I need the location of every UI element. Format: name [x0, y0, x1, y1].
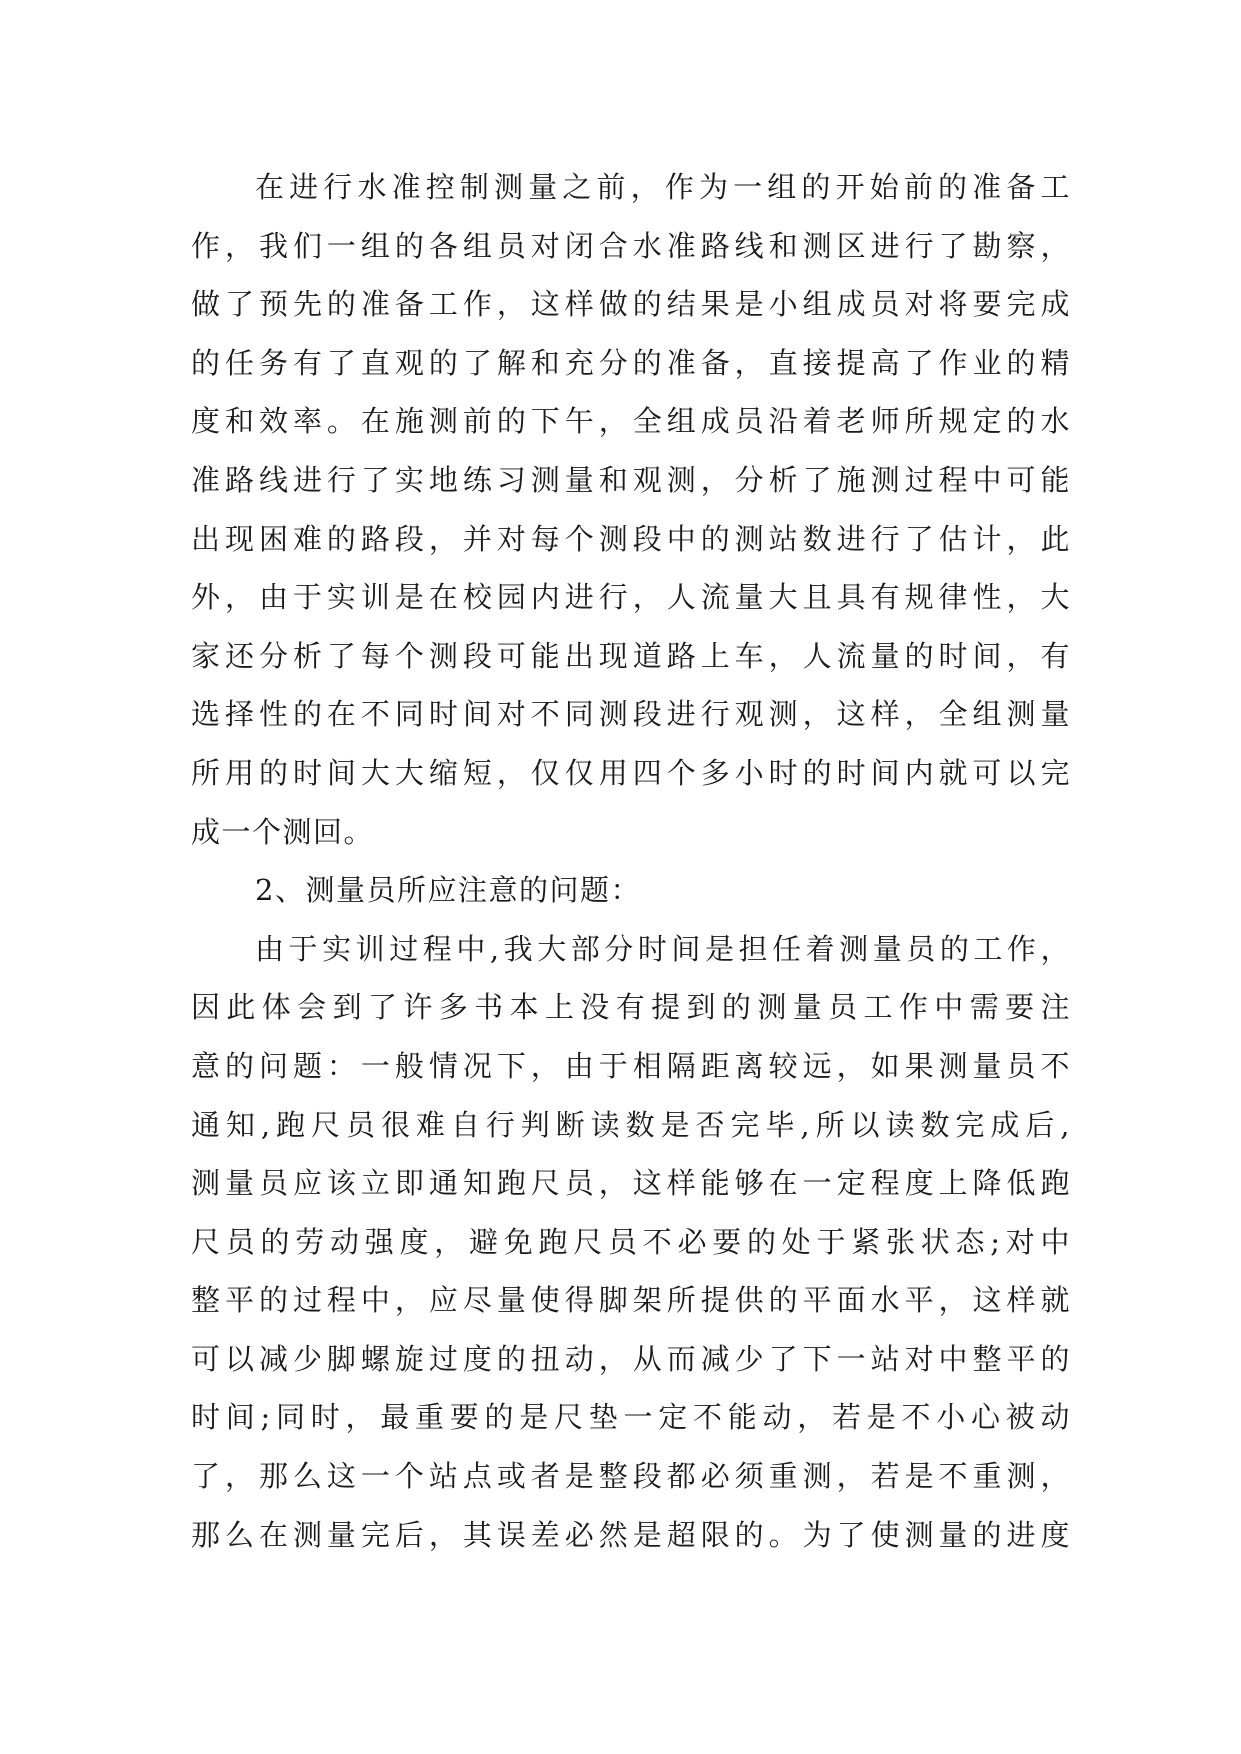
text-line: 意的问题：一般情况下，由于相隔距离较远，如果测量员不	[191, 1048, 1071, 1083]
text-line: 出现困难的路段，并对每个测段中的测站数进行了估计，此	[191, 521, 1071, 556]
text-line: 度和效率。在施测前的下午，全组成员沿着老师所规定的水	[191, 404, 1071, 439]
text-line: 通知,跑尺员很难自行判断读数是否完毕,所以读数完成后,	[191, 1107, 1071, 1142]
section-heading: 2、测量员所应注意的问题：	[255, 873, 641, 908]
document-body	[191, 158, 1071, 1564]
text-line: 时间;同时，最重要的是尺垫一定不能动，若是不小心被动	[191, 1400, 1071, 1435]
text-line: 因此体会到了许多书本上没有提到的测量员工作中需要注	[191, 990, 1071, 1025]
text-line: 那么在测量完后，其误差必然是超限的。为了使测量的进度	[191, 1517, 1071, 1552]
text-line: 的任务有了直观的了解和充分的准备，直接提高了作业的精	[191, 345, 1071, 380]
text-line: 做了预先的准备工作，这样做的结果是小组成员对将要完成	[191, 287, 1071, 322]
text-line: 家还分析了每个测段可能出现道路上车，人流量的时间，有	[191, 638, 1071, 673]
text-line: 整平的过程中，应尽量使得脚架所提供的平面水平，这样就	[191, 1283, 1071, 1318]
text-line: 测量员应该立即通知跑尺员，这样能够在一定程度上降低跑	[191, 1166, 1071, 1201]
text-line: 选择性的在不同时间对不同测段进行观测，这样，全组测量	[191, 697, 1071, 732]
text-line: 尺员的劳动强度，避免跑尺员不必要的处于紧张状态;对中	[191, 1224, 1071, 1259]
text-line: 了，那么这一个站点或者是整段都必须重测，若是不重测，	[191, 1459, 1071, 1494]
text-line: 准路线进行了实地练习测量和观测，分析了施测过程中可能	[191, 462, 1071, 497]
text-line: 在进行水准控制测量之前，作为一组的开始前的准备工	[255, 170, 1071, 204]
text-line: 外，由于实训是在校园内进行，人流量大且具有规律性，大	[191, 580, 1071, 615]
text-line: 所用的时间大大缩短，仅仅用四个多小时的时间内就可以完	[191, 755, 1071, 790]
text-line: 成一个测回。	[191, 814, 375, 849]
text-line: 可以减少脚螺旋过度的扭动，从而减少了下一站对中整平的	[191, 1341, 1071, 1376]
text-line: 作，我们一组的各组员对闭合水准路线和测区进行了勘察，	[191, 228, 1071, 263]
text-line: 由于实训过程中,我大部分时间是担任着测量员的工作，	[255, 931, 1071, 966]
